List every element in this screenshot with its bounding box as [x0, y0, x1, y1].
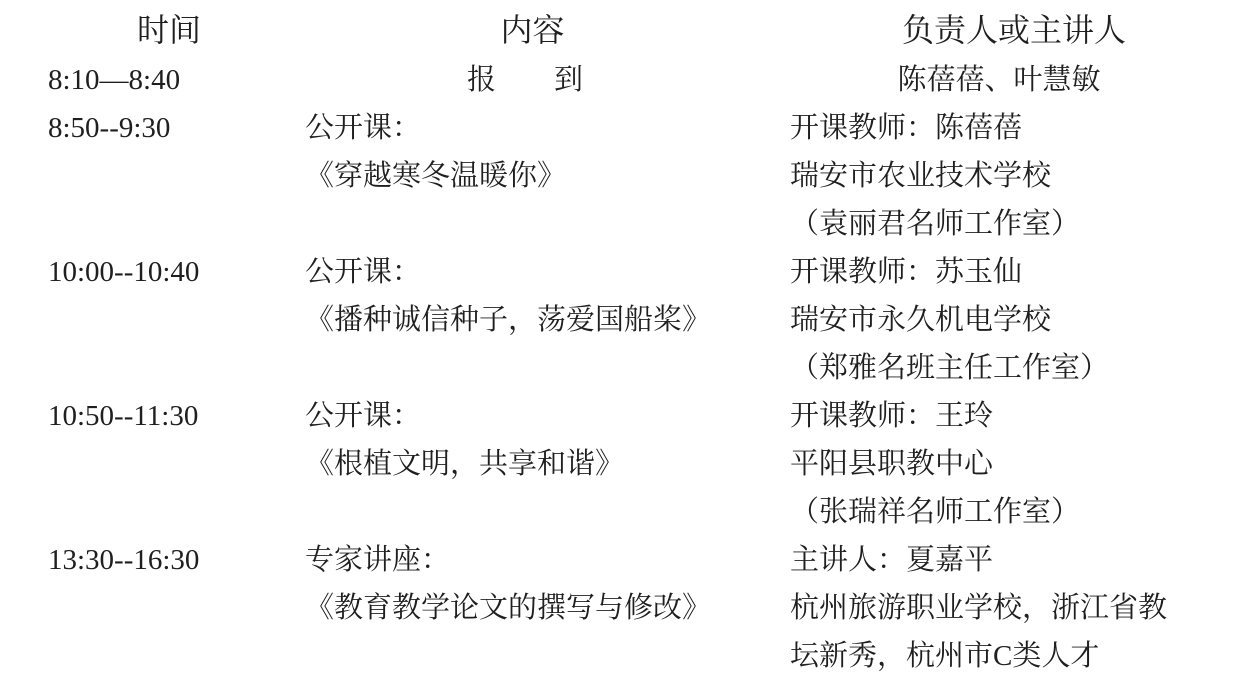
time-value — [0, 104, 290, 248]
content-line: 《教育教学论文的撰写与修改》 — [305, 592, 712, 624]
person-cell — [760, 536, 1238, 680]
time-text: 8:50--9:30 — [48, 112, 171, 144]
time-value — [0, 392, 290, 536]
column-header-content: 内容 — [500, 12, 565, 48]
content-line: 公开课： — [305, 400, 422, 432]
person-line: （张瑞祥名师工作室） — [790, 496, 1081, 528]
person-cell — [760, 56, 1238, 104]
table-row-open-class-2 — [0, 248, 1238, 392]
person-cell — [760, 392, 1238, 536]
table-header-row — [0, 4, 1238, 56]
table-row-expert-lecture — [0, 536, 1238, 680]
person-line: 平阳县职教中心 — [790, 448, 994, 480]
person-line: 杭州旅游职业学校，浙江省教 — [790, 592, 1168, 624]
table-row-registration — [0, 56, 1238, 104]
person-cell — [760, 104, 1238, 248]
content-line: 公开课： — [305, 112, 422, 144]
content-cell — [290, 536, 760, 680]
person-line: 开课教师：苏玉仙 — [790, 256, 1023, 288]
content-line: 《穿越寒冬温暖你》 — [305, 160, 567, 192]
table-row-open-class-1 — [0, 104, 1238, 248]
time-value — [0, 248, 290, 392]
time-text: 13:30--16:30 — [48, 544, 200, 576]
time-text: 10:00--10:40 — [48, 256, 200, 288]
content-line: 报 到 — [466, 64, 583, 96]
content-line: 专家讲座： — [305, 544, 451, 576]
time-value — [0, 536, 290, 680]
table-row-open-class-3 — [0, 392, 1238, 536]
person-line: 瑞安市永久机电学校 — [790, 304, 1052, 336]
content-cell — [290, 248, 760, 392]
person-line: 主讲人：夏嘉平 — [790, 544, 994, 576]
person-line: （郑雅名班主任工作室） — [790, 352, 1110, 384]
content-cell — [290, 56, 760, 104]
person-cell — [760, 248, 1238, 392]
column-header-person: 负责人或主讲人 — [901, 12, 1126, 48]
person-line: 陈蓓蓓、叶慧敏 — [897, 64, 1101, 96]
person-line: 瑞安市农业技术学校 — [790, 160, 1052, 192]
content-line: 《根植文明，共享和谐》 — [305, 448, 625, 480]
time-text: 10:50--11:30 — [48, 400, 199, 432]
content-cell — [290, 104, 760, 248]
column-header-time: 时间 — [136, 12, 201, 48]
time-text: 8:10—8:40 — [48, 64, 181, 96]
content-line: 《播种诚信种子，荡爱国船桨》 — [305, 304, 712, 336]
person-line: 开课教师：王玲 — [790, 400, 994, 432]
content-line: 公开课： — [305, 256, 422, 288]
person-line: 开课教师：陈蓓蓓 — [790, 112, 1023, 144]
content-cell — [290, 392, 760, 536]
person-line: （袁丽君名师工作室） — [790, 208, 1081, 240]
person-line: 坛新秀，杭州市C类人才 — [790, 640, 1100, 672]
time-value — [0, 56, 290, 104]
